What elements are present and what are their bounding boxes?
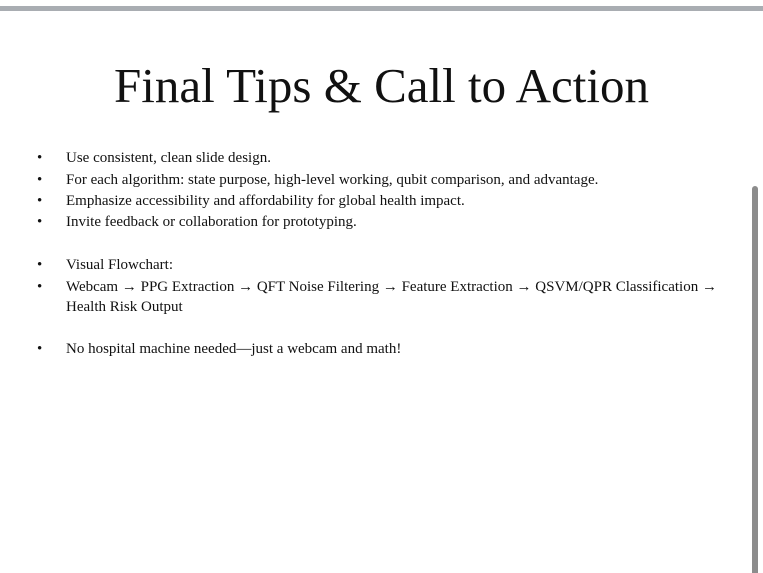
bullet-text: Use consistent, clean slide design. [66, 150, 271, 166]
bullet-text: Visual Flowchart: [66, 257, 173, 273]
window-top-bar [0, 6, 763, 11]
slide-title: Final Tips & Call to Action [113, 58, 650, 113]
bullet-icon: • [37, 214, 43, 230]
bullet-icon: • [37, 257, 43, 273]
vertical-scrollbar[interactable] [752, 186, 758, 573]
bullet-text: No hospital machine needed—just a webcam and math! [66, 341, 402, 357]
bullet-icon: • [37, 279, 43, 295]
bullet-text: Emphasize accessibility and affordability for global health impact. [66, 193, 465, 209]
bullet-text: Invite feedback or collaboration for prototyping. [66, 214, 357, 230]
bullet-icon: • [37, 193, 43, 209]
bullet-icon: • [37, 150, 43, 166]
bullet-icon: • [37, 341, 43, 357]
bullet-icon: • [37, 172, 43, 188]
bullet-text: For each algorithm: state purpose, high-level working, qubit comparison, and advantage. [66, 172, 599, 188]
flowchart-text: Webcam → PPG Extraction → QFT Noise Filtering → Feature Extraction → QSVM/QPR Classification → Health Risk Output [66, 279, 717, 315]
